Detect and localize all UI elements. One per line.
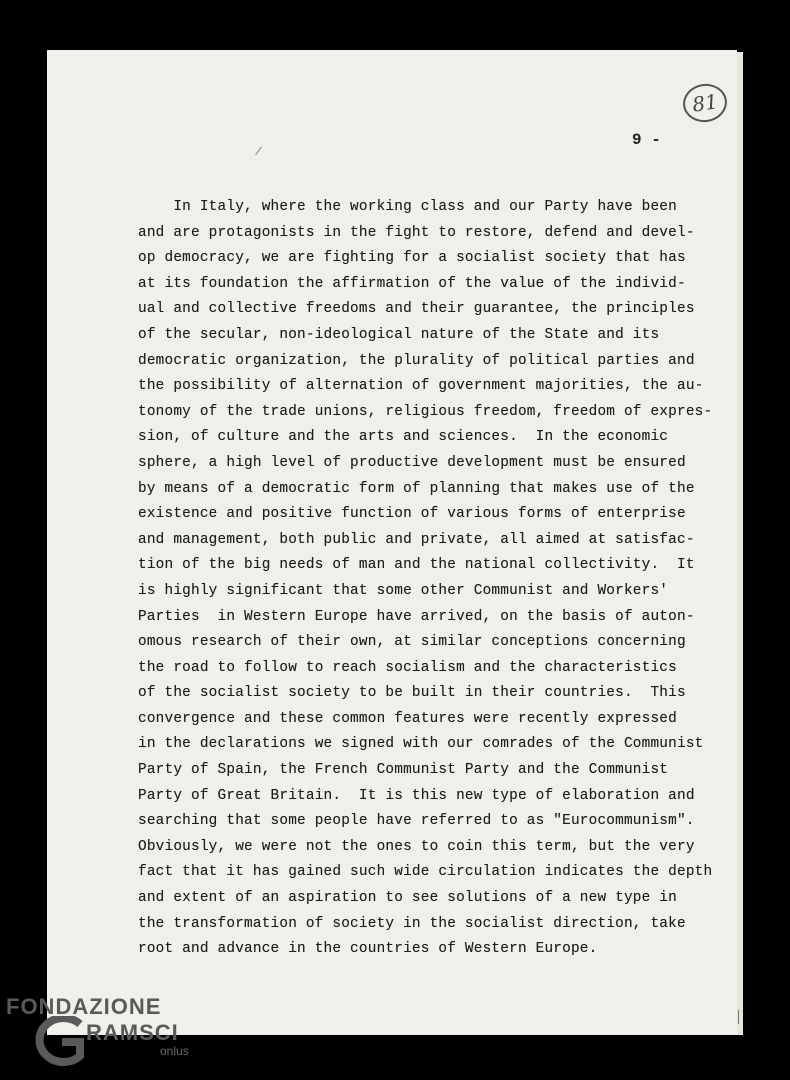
text-line: democratic organization, the plurality of political parties and xyxy=(138,352,695,369)
page-number: 9 - xyxy=(632,131,661,149)
text-line: op democracy, we are fighting for a socialist society that has xyxy=(138,250,686,267)
text-line: of the secular, non-ideological nature of the State and its xyxy=(138,326,660,343)
text-line: and are protagonists in the fight to restore, defend and devel- xyxy=(138,224,695,241)
text-line: by means of a democratic form of planning that makes use of the xyxy=(138,480,695,497)
g-logo-icon xyxy=(30,1016,86,1068)
text-line: fact that it has gained such wide circulation indicates the depth xyxy=(138,864,713,881)
watermark-line2: RAMSCI xyxy=(86,1020,179,1045)
watermark-logo xyxy=(0,990,200,1080)
text-line: the possibility of alternation of government majorities, the au- xyxy=(138,378,704,395)
text-line: sion, of culture and the arts and sciences. In the economic xyxy=(138,429,669,446)
text-line: sphere, a high level of productive development must be ensured xyxy=(138,454,686,471)
text-line: the road to follow to reach socialism and the characteristics xyxy=(138,659,677,676)
text-line: Parties in Western Europe have arrived, on the basis of auton- xyxy=(138,608,695,625)
text-line: is highly significant that some other Communist and Workers' xyxy=(138,582,669,599)
text-line: Obviously, we were not the ones to coin this term, but the very xyxy=(138,838,695,855)
text-line: Party of Spain, the French Communist Party and the Communist xyxy=(138,762,669,779)
text-line: and extent of an aspiration to see solutions of a new type in xyxy=(138,890,677,907)
text-line: in the declarations we signed with our comrades of the Communist xyxy=(138,736,704,753)
text-line: of the socialist society to be built in their countries. This xyxy=(138,685,686,702)
text-line: omous research of their own, at similar conceptions concerning xyxy=(138,634,686,651)
watermark-subtitle: onlus xyxy=(160,1044,189,1058)
text-line: convergence and these common features were recently expressed xyxy=(138,710,677,727)
text-line: Party of Great Britain. It is this new type of elaboration and xyxy=(138,787,695,804)
text-line: tion of the big needs of man and the national collectivity. It xyxy=(138,557,695,574)
page-edge xyxy=(737,52,743,1035)
body-text xyxy=(138,195,712,963)
text-line: existence and positive function of various forms of enterprise xyxy=(138,506,686,523)
text-line: searching that some people have referred to as "Eurocommunism". xyxy=(138,813,695,830)
text-line: the transformation of society in the socialist direction, take xyxy=(138,915,686,932)
text-line: tonomy of the trade unions, religious freedom, freedom of expres- xyxy=(138,403,713,420)
text-line: In Italy, where the working class and our Party have been xyxy=(138,199,677,215)
archive-number-stamp: 81 xyxy=(681,81,730,125)
text-line: at its foundation the affirmation of the value of the individ- xyxy=(138,275,686,292)
text-line: ual and collective freedoms and their guarantee, the principles xyxy=(138,301,695,318)
watermark-line1: FONDAZIONE xyxy=(6,994,162,1019)
margin-tick xyxy=(738,1010,739,1024)
text-line: and management, both public and private, all aimed at satisfac- xyxy=(138,531,695,548)
text-line: root and advance in the countries of Western Europe. xyxy=(138,941,598,958)
